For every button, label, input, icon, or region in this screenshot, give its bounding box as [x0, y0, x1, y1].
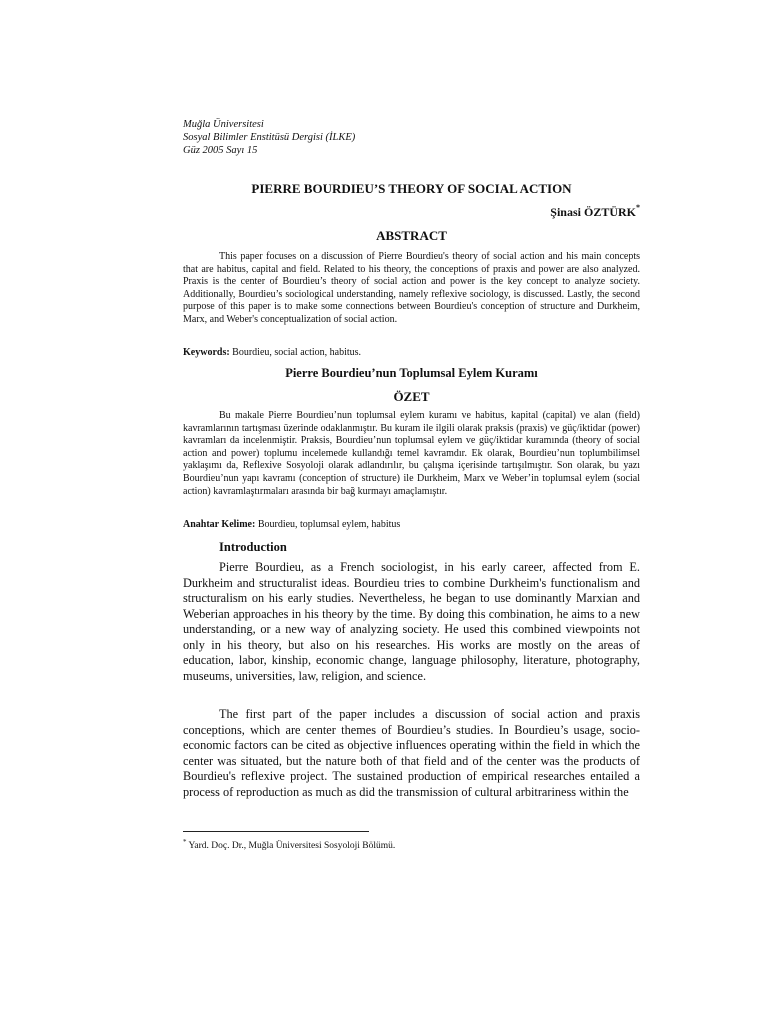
header-university: Muğla Üniversitesi: [183, 119, 264, 130]
author-footnote-mark: *: [636, 203, 640, 212]
ozet-text: Bu makale Pierre Bourdieu’nun toplumsal eylem kuramı ve habitus, kapital (capital) ve alan (field) kavramlarının tartışması üzerinde odaklanmıştır. Bu kuram ile ilgili olarak praksis (praxis) ve güç/iktidar (power) kavramları da incelenmiştir. Praksis, Bourdieu’nun toplumsal eylem ve güç/iktidar kuramında (theory of social action and power) toplumu incelemede kullandığı temel kavramdır. Ek olarak, Bourdieu’nun toplumbilimsel yaklaşımı da, Reflexive Sosyoloji olarak adlandırılır, bu çalışma içerisinde tartışılmıştır. Son olarak, bu yazı Bourdieu’nun yapı kavramı (conception of structure) ile Durkheim, Marx ve Weber’in toplumsal eylem (social action) kavramlaştırmaları arasında bir bağ kurmayı amaçlamıştır.: [183, 410, 640, 497]
keywords-value: Bourdieu, social action, habitus.: [229, 347, 362, 358]
paper-title: PIERRE BOURDIEU’S THEORY OF SOCIAL ACTION: [251, 181, 572, 196]
footnote-divider: [183, 831, 369, 832]
abstract-text: This paper focuses on a discussion of Pierre Bourdieu's theory of social action and his main concepts that are habitus, capital and field. Related to his theory, the conceptions of praxis and power are also analyzed. Praxis is the center of Bourdieu’s theory of social action and power is the key concept to analyze society. Additionally, Bourdieu’s sociological understanding, namely reflexive sociology, is discussed. Lastly, the second purpose of this paper is to make some connections between Bourdieu's conception of structure and Durkheim, Marx, and Weber's conceptualization of social action.: [183, 251, 640, 325]
keywords-label: Keywords:: [183, 347, 230, 358]
author-name: Şinasi ÖZTÜRK: [550, 205, 636, 219]
anahtar-kelime-value: Bourdieu, toplumsal eylem, habitus: [255, 519, 401, 530]
keywords-line: [183, 347, 640, 359]
footnote-text: Yard. Doç. Dr., Muğla Üniversitesi Sosyoloji Bölümü.: [186, 841, 396, 852]
header-issue: Güz 2005 Sayı 15: [183, 145, 258, 156]
author-line: [183, 204, 640, 220]
introduction-paragraph-2: The first part of the paper includes a discussion of social action and praxis conceptions, which are center themes of Bourdieu’s studies. In Bourdieu’s usage, socio-economic factors can be cited as objective influences operating within the field in which the center was situated, but the nature both of that field and of the center was the products of Bourdieu's reflexive project. The sustained production of empirical researches entailed a process of reproduction as much as did the transmission of cultural arbitrariness within the: [183, 707, 640, 799]
footnote-mark: *: [183, 838, 187, 846]
journal-header: [183, 118, 355, 157]
footnote: [183, 838, 395, 851]
header-journal: Sosyal Bilimler Enstitüsü Dergisi (İLKE): [183, 132, 356, 143]
abstract-heading: ABSTRACT: [376, 228, 447, 243]
introduction-heading: Introduction: [219, 540, 287, 554]
anahtar-kelime-label: Anahtar Kelime:: [183, 519, 256, 530]
turkish-title: Pierre Bourdieu’nun Toplumsal Eylem Kuramı: [285, 366, 538, 380]
anahtar-kelime-line: [183, 519, 640, 531]
introduction-paragraph-1: Pierre Bourdieu, as a French sociologist, in his early career, affected from E. Durkheim and structuralist ideas. Bourdieu tries to combine Durkheim's functionalism and structuralism on his early studies. Nevertheless, he began to use dominantly Marxian and Weberian approaches in his theory by the time. By doing this combination, he aims to a new understanding, or a new way of analyzing society. He used this combined viewpoints not only in his theory, but also on his researches. His works are mostly on the areas of education, labor, kinship, economic change, language philosophy, literature, photography, museums, universities, law, religion, and science.: [183, 560, 640, 683]
ozet-heading: ÖZET: [393, 389, 430, 404]
